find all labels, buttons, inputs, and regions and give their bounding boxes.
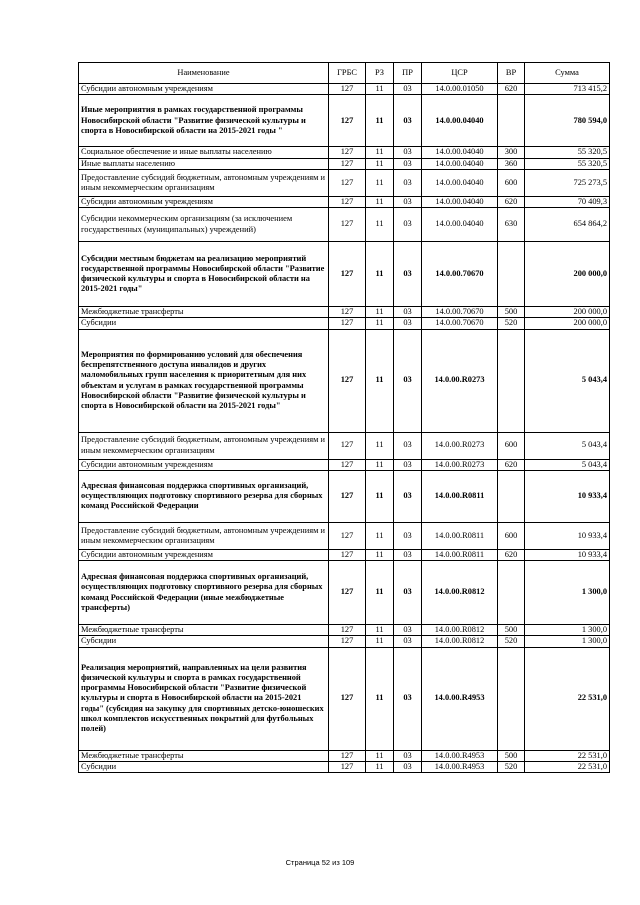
header-sum: Сумма	[525, 63, 610, 84]
cell-rz: 11	[366, 750, 394, 761]
cell-pr: 03	[394, 459, 422, 470]
cell-name: Субсидии автономным учреждениям	[79, 459, 329, 470]
cell-grbs: 127	[329, 169, 366, 196]
cell-grbs: 127	[329, 147, 366, 158]
cell-csr: 14.0.00.R0812	[422, 625, 498, 636]
cell-sum: 1 300,0	[525, 561, 610, 625]
cell-vr: 500	[498, 625, 525, 636]
table-row	[79, 761, 610, 772]
cell-rz: 11	[366, 208, 394, 242]
cell-pr: 03	[394, 95, 422, 147]
cell-pr: 03	[394, 470, 422, 522]
cell-sum: 22 531,0	[525, 750, 610, 761]
cell-grbs: 127	[329, 522, 366, 549]
cell-vr: 360	[498, 158, 525, 169]
cell-rz: 11	[366, 307, 394, 318]
cell-name: Иные мероприятия в рамках государственной программы Новосибирской области "Развитие физической культуры и спорта в Новосибирской области на 2015-2021 годы "	[79, 95, 329, 147]
cell-csr: 14.0.00.70670	[422, 242, 498, 307]
table-body	[79, 84, 610, 773]
budget-table	[78, 62, 610, 773]
cell-csr: 14.0.00.70670	[422, 307, 498, 318]
cell-vr	[498, 561, 525, 625]
cell-grbs: 127	[329, 636, 366, 647]
table-row	[79, 549, 610, 560]
cell-csr: 14.0.00.04040	[422, 158, 498, 169]
cell-pr: 03	[394, 208, 422, 242]
table-row	[79, 561, 610, 625]
cell-name: Иные выплаты населению	[79, 158, 329, 169]
cell-csr: 14.0.00.R0811	[422, 522, 498, 549]
cell-vr: 500	[498, 750, 525, 761]
cell-vr	[498, 470, 525, 522]
cell-pr: 03	[394, 169, 422, 196]
cell-sum: 10 933,4	[525, 549, 610, 560]
table-row	[79, 647, 610, 750]
cell-vr: 300	[498, 147, 525, 158]
cell-csr: 14.0.00.R4953	[422, 750, 498, 761]
cell-name: Реализация мероприятий, направленных на цели развития физической культуры и спорта в рамках государственной программы Новосибирской области "Развитие физической культуры и спорта в Новосибирской области на 2015-2021 годы" (субсидия на закупку для спортивных детско-юношеских школ комплектов искусственных покрытий для футбольных полей)	[79, 647, 329, 750]
cell-rz: 11	[366, 95, 394, 147]
cell-csr: 14.0.00.R0812	[422, 636, 498, 647]
cell-csr: 14.0.00.R4953	[422, 647, 498, 750]
cell-vr: 520	[498, 318, 525, 329]
cell-pr: 03	[394, 318, 422, 329]
table-row	[79, 750, 610, 761]
cell-rz: 11	[366, 318, 394, 329]
cell-sum: 1 300,0	[525, 636, 610, 647]
cell-pr: 03	[394, 84, 422, 95]
cell-name: Субсидии	[79, 761, 329, 772]
cell-sum: 5 043,4	[525, 432, 610, 459]
table-row	[79, 636, 610, 647]
cell-vr: 520	[498, 761, 525, 772]
cell-sum: 5 043,4	[525, 459, 610, 470]
cell-sum: 5 043,4	[525, 329, 610, 432]
cell-csr: 14.0.00.R0811	[422, 549, 498, 560]
cell-pr: 03	[394, 432, 422, 459]
cell-pr: 03	[394, 625, 422, 636]
cell-vr: 620	[498, 459, 525, 470]
cell-vr: 600	[498, 522, 525, 549]
table-row	[79, 84, 610, 95]
cell-vr: 600	[498, 169, 525, 196]
cell-csr: 14.0.00.04040	[422, 95, 498, 147]
cell-pr: 03	[394, 158, 422, 169]
cell-name: Субсидии некоммерческим организациям (за исключением государственных (муниципальных) учреждений)	[79, 208, 329, 242]
cell-name: Социальное обеспечение и иные выплаты населению	[79, 147, 329, 158]
cell-grbs: 127	[329, 561, 366, 625]
table-row	[79, 242, 610, 307]
cell-csr: 14.0.00.70670	[422, 318, 498, 329]
cell-csr: 14.0.00.R0273	[422, 432, 498, 459]
cell-sum: 10 933,4	[525, 522, 610, 549]
cell-pr: 03	[394, 307, 422, 318]
table-row	[79, 470, 610, 522]
cell-rz: 11	[366, 432, 394, 459]
cell-csr: 14.0.00.R0273	[422, 459, 498, 470]
cell-rz: 11	[366, 459, 394, 470]
cell-rz: 11	[366, 636, 394, 647]
cell-grbs: 127	[329, 761, 366, 772]
cell-grbs: 127	[329, 318, 366, 329]
cell-rz: 11	[366, 158, 394, 169]
table-row	[79, 208, 610, 242]
cell-rz: 11	[366, 522, 394, 549]
table-row	[79, 459, 610, 470]
table-row	[79, 307, 610, 318]
cell-name: Межбюджетные трансферты	[79, 625, 329, 636]
cell-vr: 500	[498, 307, 525, 318]
cell-vr: 600	[498, 432, 525, 459]
cell-vr	[498, 95, 525, 147]
cell-sum: 10 933,4	[525, 470, 610, 522]
cell-csr: 14.0.00.01050	[422, 84, 498, 95]
cell-grbs: 127	[329, 158, 366, 169]
cell-pr: 03	[394, 750, 422, 761]
cell-name: Адресная финансовая поддержка спортивных организаций, осуществляющих подготовку спортивного резерва для сборных команд Российской Федерации	[79, 470, 329, 522]
cell-grbs: 127	[329, 459, 366, 470]
header-name: Наименование	[79, 63, 329, 84]
cell-name: Субсидии	[79, 636, 329, 647]
table-row	[79, 329, 610, 432]
cell-vr	[498, 242, 525, 307]
page-number: Страница 52 из 109	[285, 858, 355, 867]
cell-rz: 11	[366, 147, 394, 158]
cell-sum: 55 320,5	[525, 147, 610, 158]
cell-rz: 11	[366, 169, 394, 196]
table-row	[79, 147, 610, 158]
cell-name: Межбюджетные трансферты	[79, 307, 329, 318]
header-vr: ВР	[498, 63, 525, 84]
cell-pr: 03	[394, 329, 422, 432]
cell-sum: 200 000,0	[525, 242, 610, 307]
cell-csr: 14.0.00.R0812	[422, 561, 498, 625]
cell-sum: 22 531,0	[525, 761, 610, 772]
cell-grbs: 127	[329, 549, 366, 560]
cell-pr: 03	[394, 522, 422, 549]
cell-rz: 11	[366, 470, 394, 522]
cell-grbs: 127	[329, 95, 366, 147]
cell-name: Субсидии автономным учреждениям	[79, 196, 329, 207]
header-csr: ЦСР	[422, 63, 498, 84]
cell-pr: 03	[394, 761, 422, 772]
cell-rz: 11	[366, 625, 394, 636]
cell-name: Адресная финансовая поддержка спортивных организаций, осуществляющих подготовку спортивного резерва для сборных команд Российской Федерации (иные межбюджетные трансферты)	[79, 561, 329, 625]
cell-grbs: 127	[329, 84, 366, 95]
cell-grbs: 127	[329, 208, 366, 242]
cell-rz: 11	[366, 329, 394, 432]
cell-grbs: 127	[329, 750, 366, 761]
table-row	[79, 318, 610, 329]
cell-pr: 03	[394, 549, 422, 560]
cell-sum: 70 409,3	[525, 196, 610, 207]
cell-rz: 11	[366, 761, 394, 772]
cell-pr: 03	[394, 147, 422, 158]
cell-grbs: 127	[329, 625, 366, 636]
table-row	[79, 95, 610, 147]
cell-pr: 03	[394, 561, 422, 625]
cell-rz: 11	[366, 561, 394, 625]
cell-pr: 03	[394, 242, 422, 307]
cell-name: Предоставление субсидий бюджетным, автономным учреждениям и иным некоммерческим организациям	[79, 169, 329, 196]
cell-sum: 200 000,0	[525, 307, 610, 318]
cell-sum: 55 320,5	[525, 158, 610, 169]
cell-name: Мероприятия по формированию условий для обеспечения беспрепятственного доступа инвалидов и других маломобильных групп населения к приоритетным для них объектам и услугам в рамках государственной программы Новосибирской области "Развитие физической культуры и спорта в Новосибирской области на 2015-2021 годы"	[79, 329, 329, 432]
cell-grbs: 127	[329, 329, 366, 432]
cell-pr: 03	[394, 647, 422, 750]
cell-pr: 03	[394, 636, 422, 647]
cell-vr: 620	[498, 549, 525, 560]
cell-sum: 200 000,0	[525, 318, 610, 329]
cell-sum: 1 300,0	[525, 625, 610, 636]
cell-vr	[498, 647, 525, 750]
cell-vr: 620	[498, 196, 525, 207]
table-row	[79, 158, 610, 169]
table-row	[79, 169, 610, 196]
cell-csr: 14.0.00.04040	[422, 169, 498, 196]
table-row	[79, 522, 610, 549]
table-header-row	[79, 63, 610, 84]
cell-csr: 14.0.00.R0273	[422, 329, 498, 432]
cell-grbs: 127	[329, 242, 366, 307]
cell-grbs: 127	[329, 196, 366, 207]
cell-name: Субсидии	[79, 318, 329, 329]
cell-name: Межбюджетные трансферты	[79, 750, 329, 761]
cell-sum: 780 594,0	[525, 95, 610, 147]
cell-name: Субсидии автономным учреждениям	[79, 84, 329, 95]
header-pr: ПР	[394, 63, 422, 84]
cell-rz: 11	[366, 242, 394, 307]
cell-grbs: 127	[329, 647, 366, 750]
cell-csr: 14.0.00.R0811	[422, 470, 498, 522]
header-rz: РЗ	[366, 63, 394, 84]
cell-csr: 14.0.00.04040	[422, 196, 498, 207]
header-grbs: ГРБС	[329, 63, 366, 84]
cell-grbs: 127	[329, 307, 366, 318]
cell-sum: 22 531,0	[525, 647, 610, 750]
cell-name: Субсидии автономным учреждениям	[79, 549, 329, 560]
cell-rz: 11	[366, 84, 394, 95]
cell-csr: 14.0.00.04040	[422, 147, 498, 158]
cell-rz: 11	[366, 196, 394, 207]
table-row	[79, 432, 610, 459]
cell-name: Субсидии местным бюджетам на реализацию мероприятий государственной программы Новосибирской области "Развитие физической культуры и спорта в Новосибирской области на 2015-2021 годы"	[79, 242, 329, 307]
cell-rz: 11	[366, 549, 394, 560]
cell-csr: 14.0.00.R4953	[422, 761, 498, 772]
table-row	[79, 625, 610, 636]
cell-sum: 725 273,5	[525, 169, 610, 196]
cell-name: Предоставление субсидий бюджетным, автономным учреждениям и иным некоммерческим организациям	[79, 522, 329, 549]
cell-vr	[498, 329, 525, 432]
cell-sum: 654 864,2	[525, 208, 610, 242]
cell-sum: 713 415,2	[525, 84, 610, 95]
cell-grbs: 127	[329, 470, 366, 522]
cell-pr: 03	[394, 196, 422, 207]
table-row	[79, 196, 610, 207]
cell-vr: 520	[498, 636, 525, 647]
cell-csr: 14.0.00.04040	[422, 208, 498, 242]
cell-rz: 11	[366, 647, 394, 750]
cell-vr: 620	[498, 84, 525, 95]
cell-vr: 630	[498, 208, 525, 242]
cell-name: Предоставление субсидий бюджетным, автономным учреждениям и иным некоммерческим организациям	[79, 432, 329, 459]
cell-grbs: 127	[329, 432, 366, 459]
